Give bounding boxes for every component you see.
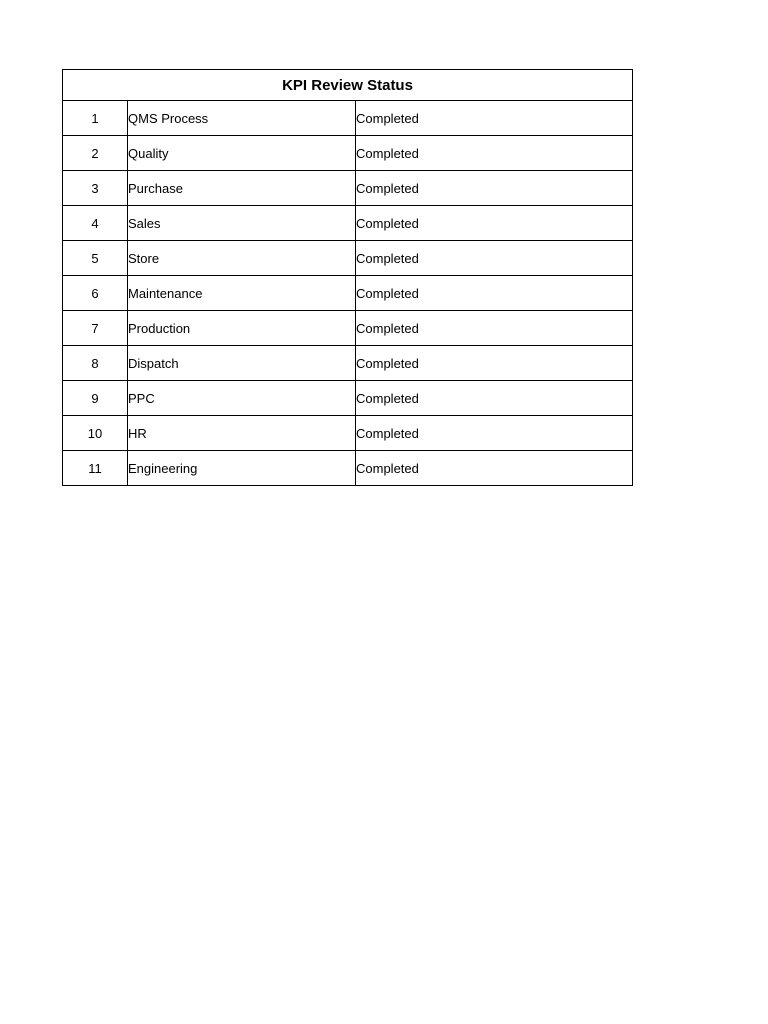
department-name: Maintenance (128, 276, 356, 311)
department-name: Dispatch (128, 346, 356, 381)
table-row (63, 101, 633, 136)
department-name: Store (128, 241, 356, 276)
table-row (63, 136, 633, 171)
review-status: Completed (356, 171, 633, 206)
table-row (63, 381, 633, 416)
review-status: Completed (356, 276, 633, 311)
review-status: Completed (356, 416, 633, 451)
table-body (63, 101, 633, 486)
department-name: HR (128, 416, 356, 451)
table-row (63, 171, 633, 206)
review-status: Completed (356, 136, 633, 171)
table-row (63, 416, 633, 451)
table-title: KPI Review Status (63, 70, 633, 101)
review-status: Completed (356, 101, 633, 136)
row-number: 6 (63, 276, 128, 311)
table-row (63, 311, 633, 346)
department-name: Sales (128, 206, 356, 241)
row-number: 2 (63, 136, 128, 171)
department-name: Engineering (128, 451, 356, 486)
kpi-sheet (62, 69, 632, 486)
row-number: 3 (63, 171, 128, 206)
table-title-row (63, 70, 633, 101)
department-name: PPC (128, 381, 356, 416)
review-status: Completed (356, 206, 633, 241)
row-number: 11 (63, 451, 128, 486)
review-status: Completed (356, 381, 633, 416)
department-name: Purchase (128, 171, 356, 206)
table-row (63, 206, 633, 241)
row-number: 9 (63, 381, 128, 416)
row-number: 5 (63, 241, 128, 276)
row-number: 7 (63, 311, 128, 346)
department-name: QMS Process (128, 101, 356, 136)
review-status: Completed (356, 241, 633, 276)
row-number: 8 (63, 346, 128, 381)
table-row (63, 241, 633, 276)
kpi-review-table (62, 69, 633, 486)
table-row (63, 451, 633, 486)
review-status: Completed (356, 451, 633, 486)
department-name: Quality (128, 136, 356, 171)
row-number: 4 (63, 206, 128, 241)
table-row (63, 276, 633, 311)
row-number: 1 (63, 101, 128, 136)
review-status: Completed (356, 311, 633, 346)
table-row (63, 346, 633, 381)
row-number: 10 (63, 416, 128, 451)
review-status: Completed (356, 346, 633, 381)
department-name: Production (128, 311, 356, 346)
